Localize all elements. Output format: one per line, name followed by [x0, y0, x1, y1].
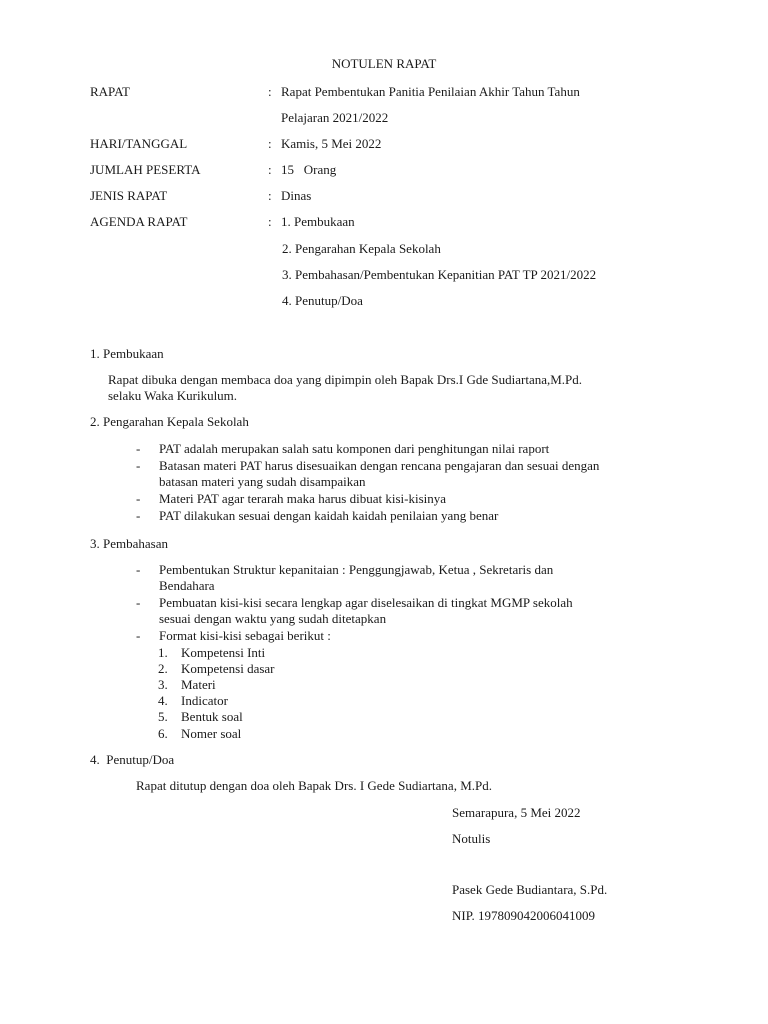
list-item: Nomer soal [181, 726, 242, 741]
colon: : [268, 188, 272, 203]
colon: : [268, 162, 272, 177]
bullet-text: Batasan materi PAT harus disesuaikan dengan rencana pengajaran dan sesuai dengan [159, 458, 600, 473]
header-label-jumlah-peserta: JUMLAH PESERTA [90, 162, 201, 177]
header-value-jenis-rapat: Dinas [281, 188, 312, 203]
agenda-item: 2. Pengarahan Kepala Sekolah [282, 241, 441, 256]
list-number: 2. [158, 661, 168, 676]
section-heading-pembahasan: 3. Pembahasan [90, 536, 168, 551]
list-number: 6. [158, 726, 168, 741]
bullet-dash: - [136, 562, 141, 577]
header-label-agenda-rapat: AGENDA RAPAT [90, 214, 188, 229]
bullet-text: PAT adalah merupakan salah satu komponen dari penghitungan nilai raport [159, 441, 550, 456]
bullet-text: Pembuatan kisi-kisi secara lengkap agar diselesaikan di tingkat MGMP sekolah [159, 595, 573, 610]
bullet-text: Pembentukan Struktur kepanitaian : Penggungjawab, Ketua , Sekretaris dan [159, 562, 554, 577]
colon: : [268, 84, 272, 99]
list-item: Kompetensi Inti [181, 645, 266, 660]
list-item: Materi [181, 677, 216, 692]
bullet-dash: - [136, 508, 141, 523]
colon: : [268, 214, 272, 229]
list-number: 3. [158, 677, 168, 692]
document-title: NOTULEN RAPAT [331, 56, 437, 71]
section-text: Rapat ditutup dengan doa oleh Bapak Drs. I Gede Sudiartana, M.Pd. [136, 778, 492, 793]
list-number: 4. [158, 693, 168, 708]
list-number: 5. [158, 709, 168, 724]
bullet-dash: - [136, 628, 141, 643]
bullet-dash: - [136, 441, 141, 456]
section-heading-pembukaan: 1. Pembukaan [90, 346, 164, 361]
agenda-item: 3. Pembahasan/Pembentukan Kepanitian PAT TP 2021/2022 [282, 267, 597, 282]
signature-place-date: Semarapura, 5 Mei 2022 [452, 805, 581, 820]
bullet-dash: - [136, 458, 141, 473]
section-text: Rapat dibuka dengan membaca doa yang dipimpin oleh Bapak Drs.I Gde Sudiartana,M.Pd. [108, 372, 583, 387]
header-value-rapat: Rapat Pembentukan Panitia Penilaian Akhir Tahun Tahun [281, 84, 580, 99]
signature-name: Pasek Gede Budiantara, S.Pd. [452, 882, 608, 897]
bullet-text: sesuai dengan waktu yang sudah ditetapkan [159, 611, 387, 626]
signature-role: Notulis [452, 831, 491, 846]
bullet-dash: - [136, 595, 141, 610]
header-label-jenis-rapat: JENIS RAPAT [90, 188, 168, 203]
colon: : [268, 136, 272, 151]
list-item: Indicator [181, 693, 228, 708]
bullet-text: Materi PAT agar terarah maka harus dibuat kisi-kisinya [159, 491, 447, 506]
section-text: selaku Waka Kurikulum. [108, 388, 238, 403]
bullet-text: Format kisi-kisi sebagai berikut : [159, 628, 331, 643]
agenda-item: 4. Penutup/Doa [282, 293, 363, 308]
header-label-rapat: RAPAT [90, 84, 130, 99]
list-item: Kompetensi dasar [181, 661, 275, 676]
bullet-text: batasan materi yang sudah disampaikan [159, 474, 366, 489]
list-item: Bentuk soal [181, 709, 243, 724]
header-label-hari-tanggal: HARI/TANGGAL [90, 136, 188, 151]
header-value-hari-tanggal: Kamis, 5 Mei 2022 [281, 136, 382, 151]
bullet-text: PAT dilakukan sesuai dengan kaidah kaidah penilaian yang benar [159, 508, 499, 523]
section-heading-pengarahan: 2. Pengarahan Kepala Sekolah [90, 414, 249, 429]
header-value-rapat-cont: Pelajaran 2021/2022 [281, 110, 389, 125]
agenda-item: 1. Pembukaan [281, 214, 355, 229]
section-heading-penutup: 4. Penutup/Doa [90, 752, 175, 767]
bullet-dash: - [136, 491, 141, 506]
bullet-text: Bendahara [159, 578, 215, 593]
list-number: 1. [158, 645, 168, 660]
signature-nip: NIP. 197809042006041009 [452, 908, 596, 923]
header-value-jumlah-peserta: 15 Orang [281, 162, 337, 177]
